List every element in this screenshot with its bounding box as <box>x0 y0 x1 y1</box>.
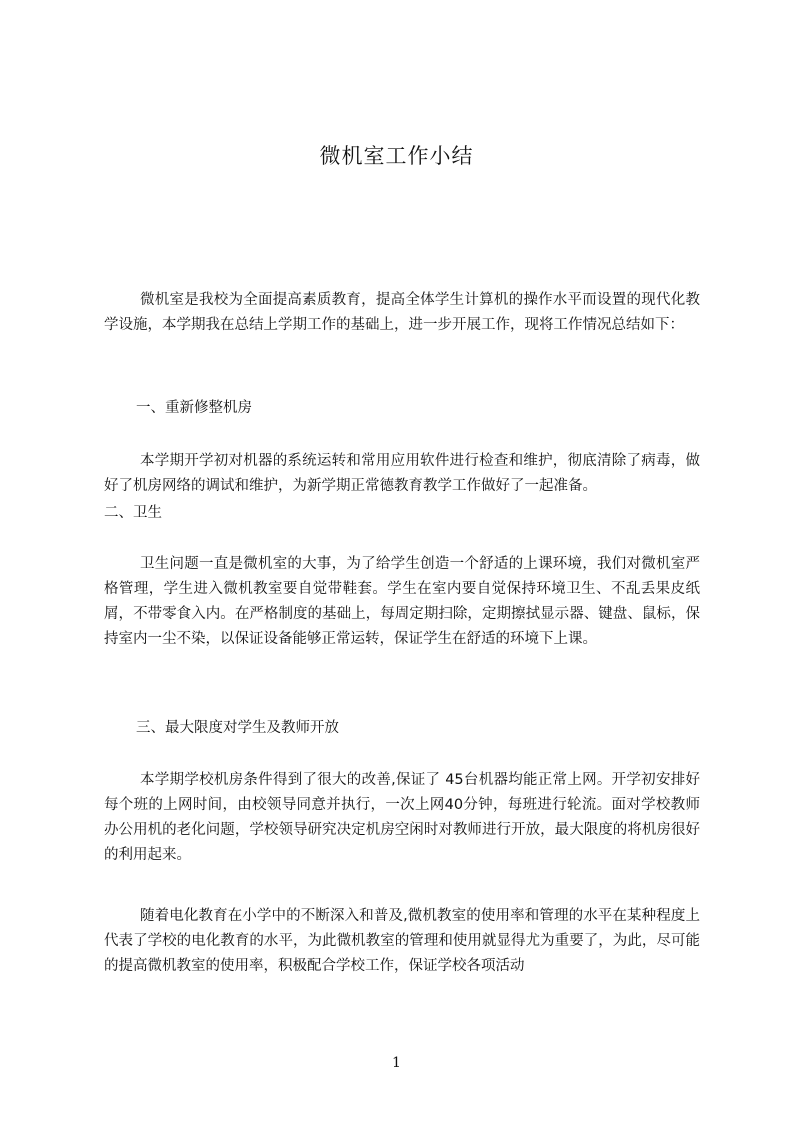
closing-paragraph: 随着电化教育在小学中的不断深入和普及,微机教室的使用率和管理的水平在某种程度上代表了学校的电化教育的水平，为此微机教室的管理和使用就显得尤为重要了，为此，尽可能的提高微机教室的使用率，积极配合学校工作，保证学校各项活动 <box>104 908 700 974</box>
section-heading-3: 三、最大限度对学生及教师开放 <box>136 720 339 736</box>
intro-paragraph: 微机室是我校为全面提高素质教育，提高全体学生计算机的操作水平而设置的现代化教学设施，本学期我在总结上学期工作的基础上，进一步开展工作，现将工作情况总结如下： <box>104 292 700 333</box>
section-heading-2: 二、卫生 <box>104 505 162 521</box>
section-body-2: 卫生问题一直是微机室的大事，为了给学生创造一个舒适的上课环境，我们对微机室严格管理，学生进入微机教室要自觉带鞋套。学生在室内要自觉保持环境卫生、不乱丢果皮纸屑，不带零食入内。在严格制度的基础上，每周定期扫除，定期擦拭显示器、键盘、鼠标，保持室内一尘不染，以保证设备能够正常运转，保证学生在舒适的环境下上课。 <box>104 556 700 647</box>
document-title: 微机室工作小结 <box>319 144 474 168</box>
section-body-1: 本学期开学初对机器的系统运转和常用应用软件进行检查和维护，彻底清除了病毒，做好了机房网络的调试和维护，为新学期正常德教育教学工作做好了一起准备。 <box>104 453 700 494</box>
page-number: 1 <box>392 1055 401 1071</box>
section-heading-1: 一、重新修整机房 <box>136 400 252 416</box>
section-body-3: 本学期学校机房条件得到了很大的改善,保证了 45台机器均能正常上网。开学初安排好每个班的上网时间，由校领导同意并执行，一次上网40分钟，每班进行轮流。面对学校教师办公用机的老化问题，学校领导研究决定机房空闲时对教师进行开放，最大限度的将机房很好的利用起来。 <box>104 772 700 863</box>
